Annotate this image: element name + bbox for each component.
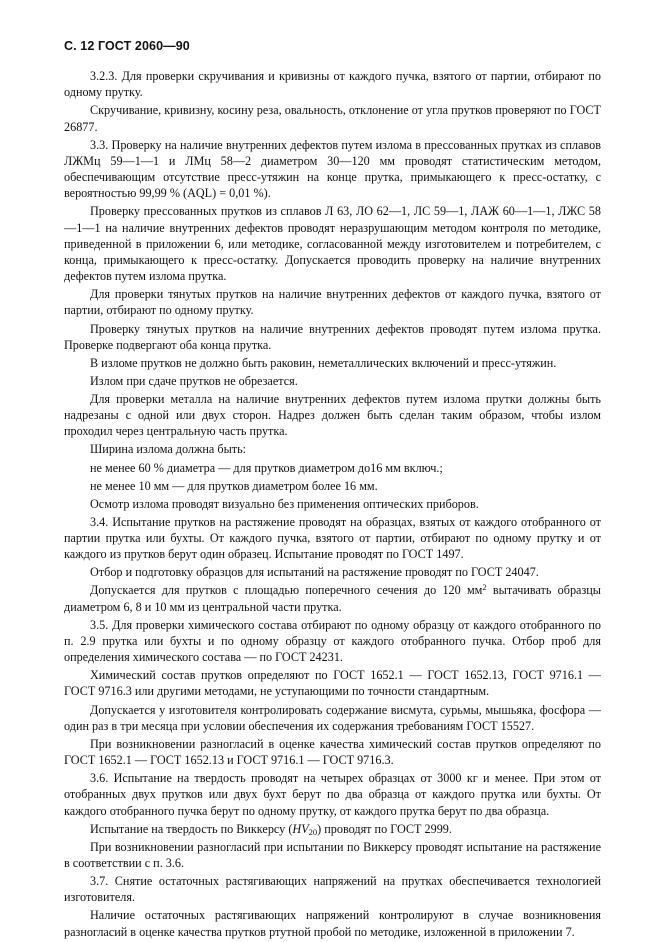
paragraph: Для проверки тянутых прутков на наличие внутренних дефектов от каждого пучка, взятого от партии, отбирают по одному прутку. [64,287,601,318]
paragraph: Ширина излома должна быть: [90,442,247,457]
list-item: не менее 60 % диаметра — для прутков диаметром до16 мм включ.; [90,460,443,475]
paragraph: Наличие остаточных растягивающих напряжений контролируют в случае возникновения разногласий в оценке качества прутков ртутной пробой по методике, изложенной в приложении 7. [64,908,601,939]
hardness-symbol: HV [292,821,309,836]
paragraph: 3.4. Испытание прутков на растяжение проводят на образцах, взятых от каждого отобранного от партии прутка или бухты. От каждого пучка, взятого от партии, отбирают по одному прутку и от каждого из прутков берут один образец. Испытание проводят по ГОСТ 1497. [64,514,601,562]
paragraph-text: вытачивать образцы диаметром 6, 8 и 10 мм из центральной части прутка. [64,583,601,614]
paragraph-text: ) проводят по ГОСТ 2999. [317,821,452,836]
paragraph: 3.2.3. Для проверки скручивания и кривизны от каждого пучка, взятого от партии, отбирают по одному прутку. [64,69,601,100]
paragraph: Скручивание, кривизну, косину реза, овальность, отклонение от угла прутков проверяют по ГОСТ 26877. [64,103,601,134]
paragraph: 3.3. Проверку на наличие внутренних дефектов путем излома в прессованных прутках из сплавов ЛЖМц 59—1—1 и ЛМц 58—2 диаметром 30—120 мм проводят статистическим методом, обеспечивающим отсутствие пресс-утяжин на конце прутка, примыкающего к пресс-остатку, с вероятностью 99,99 % (AQL) = 0,01 %). [64,137,601,201]
list-item: не менее 10 мм — для прутков диаметром более 16 мм. [90,478,378,493]
subscript: 20 [308,826,318,837]
paragraph: Химический состав прутков определяют по ГОСТ 1652.1 — ГОСТ 1652.13, ГОСТ 9716.1 — ГОСТ 9716.3 или другими методами, не уступающими по точности стандартным. [64,668,601,699]
paragraph: 3.6. Испытание на твердость проводят на четырех образцах от 3000 кг и менее. При этом от отобранных двух прутков или двух бухт берут по два образца от каждого прутка или бухты. От каждого отобранного пучка берут по одному прутку, от каждого прутка берут по два образца. [64,771,601,818]
paragraph: В изломе прутков не должно быть раковин, неметаллических включений и пресс-утяжин. [90,355,557,370]
paragraph: Проверку прессованных прутков из сплавов Л 63, ЛО 62—1, ЛС 59—1, ЛАЖ 60—1—1, ЛЖС 58—1—1 на наличие внутренних дефектов проводят неразрушающим методом контроля по методике, приведенной в приложении 6, или методике, согласованной между изготовителем и потребителем, с конца, примыкающего к пресс-остатку. Допускается проводить проверку на наличие внутренних дефектов путем излома прутка. [64,204,601,284]
paragraph: Осмотр излома проводят визуально без применения оптических приборов. [90,496,479,511]
superscript: 2 [482,582,487,593]
page-header: С. 12 ГОСТ 2060—90 [64,39,190,53]
paragraph: Отбор и подготовку образцов для испытаний на растяжение проводят по ГОСТ 24047. [90,565,539,580]
paragraph-text: Допускается для прутков с площадью поперечного сечения до 120 мм [90,583,483,598]
paragraph-text: Испытание на твердость по Виккерсу ( [90,821,293,836]
paragraph: 3.7. Снятие остаточных растягивающих напряжений на прутках обеспечивается технологией изготовителя. [64,874,601,905]
document-body [64,68,601,942]
paragraph [64,582,601,614]
paragraph: Излом при сдаче прутков не обрезается. [90,373,298,388]
paragraph [64,821,601,837]
paragraph: Для проверки металла на наличие внутренних дефектов путем излома прутки должны быть надрезаны с одной или двух сторон. Надрез должен быть сделан таким образом, чтобы излом проходил через центральную часть прутка. [64,391,601,439]
paragraph: При возникновении разногласий в оценке качества химический состав прутков определяют по ГОСТ 1652.1 — ГОСТ 1652.13 и ГОСТ 9716.1 — ГОСТ 9716.3. [64,736,601,768]
paragraph: Проверку тянутых прутков на наличие внутренних дефектов проводят путем излома прутка. Проверке подвергают оба конца прутка. [64,321,601,352]
paragraph: При возникновении разногласий при испытании по Виккерсу проводят испытание на растяжение в соответствии с п. 3.6. [64,839,601,870]
paragraph: 3.5. Для проверки химического состава отбирают по одному образцу от каждого отобранного по п. 2.9 прутка или бухты и по одному образцу от каждого отобранного пучка. Отбор проб для определения химического состава — по ГОСТ 24231. [64,617,601,665]
paragraph: Допускается у изготовителя контролировать содержание висмута, сурьмы, мышьяка, фосфора — один раз в три месяца при условии обеспечения их содержания требованиям ГОСТ 15527. [64,702,601,733]
